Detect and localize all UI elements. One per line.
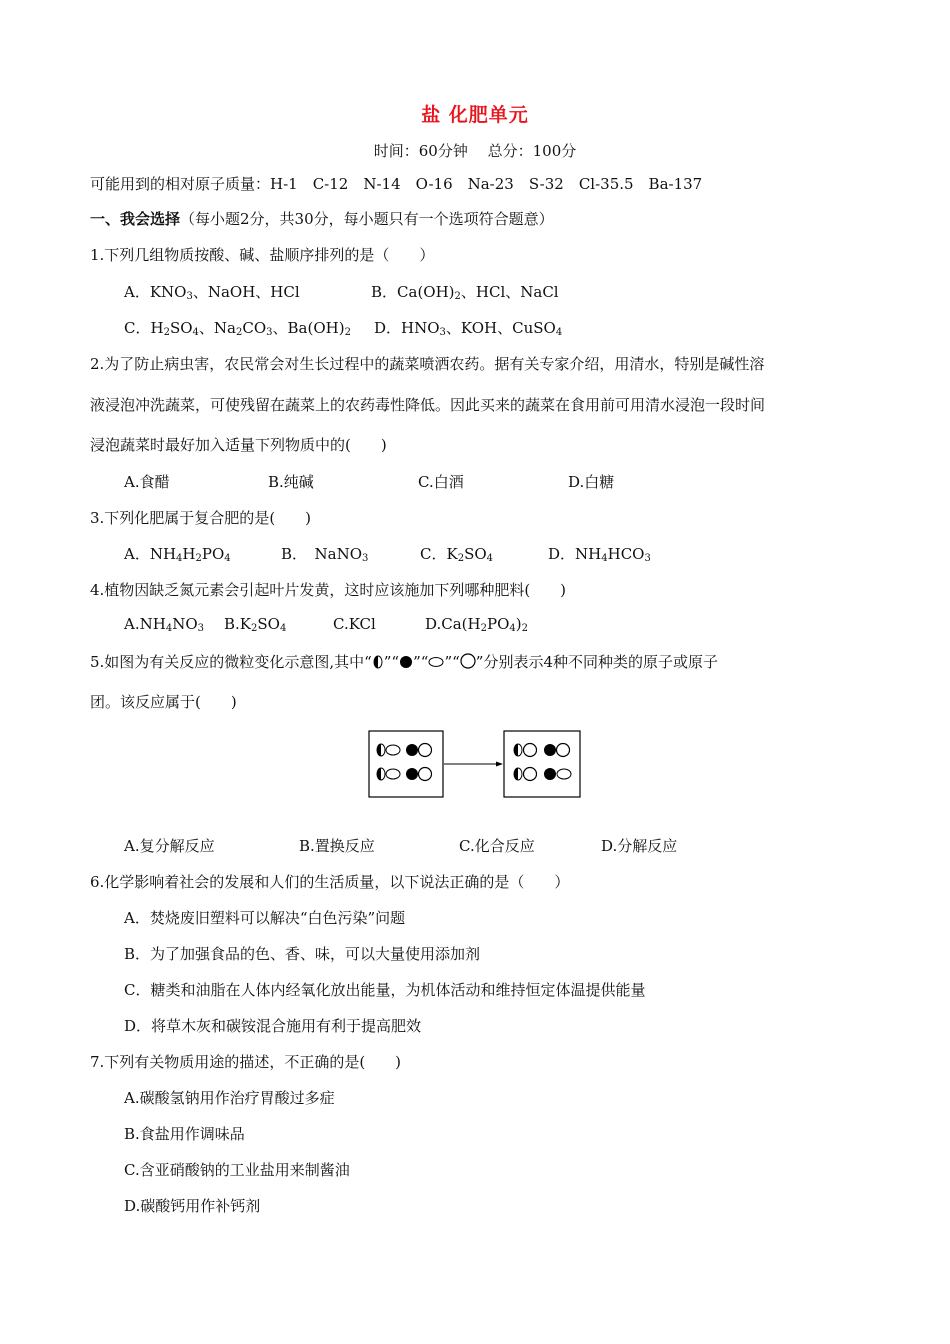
q2-option-d: D.白糖 xyxy=(568,473,615,491)
q5-option-c: C.化合反应 xyxy=(459,837,535,855)
q7-option-c: C.含亚硝酸钠的工业盐用来制酱油 xyxy=(124,1161,350,1179)
q5-option-a: A.复分解反应 xyxy=(124,837,215,855)
q4-option-b: $B.K_2SO_4$ xyxy=(224,615,287,634)
q7-option-d: D.碳酸钙用作补钙剂 xyxy=(124,1197,261,1215)
q7-option-b: B.食盐用作调味品 xyxy=(124,1125,245,1143)
question-6-stem: 6.化学影响着社会的发展和人们的生活质量，以下说法正确的是（ ） xyxy=(90,873,570,891)
atomic-masses: 可能用到的相对原子质量：H-1 C-12 N-14 O-16 Na-23 S-32 Cl-35.5 Ba-137 xyxy=(90,175,703,193)
arrow-icon xyxy=(496,762,503,767)
question-7-stem: 7.下列有关物质用途的描述，不正确的是( ) xyxy=(90,1053,402,1071)
q6-option-d: D．将草木灰和碳铵混合施用有利于提高肥效 xyxy=(124,1017,422,1035)
q3-option-d: D．$NH_4HCO_3$ xyxy=(548,545,651,564)
question-1-stem: 1.下列几组物质按酸、碱、盐顺序排列的是（ ） xyxy=(90,246,435,264)
section-note: （每小题2分，共30分，每小题只有一个选项符合题意） xyxy=(180,210,554,228)
section-heading xyxy=(90,208,554,229)
q1-option-c: C．$H_2SO_4$、$Na_2CO_3$、$Ba(OH)_2$ xyxy=(124,319,351,338)
q6-option-c: C．糖类和油脂在人体内经氧化放出能量，为机体活动和维持恒定体温提供能量 xyxy=(124,981,646,999)
reactant-molecule xyxy=(377,768,400,780)
question-2-line-2: 液浸泡冲洗蔬菜，可使残留在蔬菜上的农药毒性降低。因此买来的蔬菜在食用前可用清水浸泡一段时间 xyxy=(90,396,766,414)
exam-time-info: 时间：60分钟 总分：100分 xyxy=(373,142,577,160)
question-5-line-2: 团。该反应属于( ) xyxy=(90,693,237,711)
q2-option-c: C.白酒 xyxy=(418,473,464,491)
small-white-oval-icon xyxy=(428,655,444,669)
q1-option-d: D．$HNO_3$、KOH、CuSO$_4$ xyxy=(374,319,563,338)
q2-option-a: A.食醋 xyxy=(124,473,170,491)
white-circle-icon xyxy=(460,653,476,669)
reaction-diagram xyxy=(368,730,584,800)
section-title: 一、我会选择 xyxy=(90,210,181,228)
half-black-oval-icon xyxy=(372,655,384,669)
q1-option-a: A．$KNO_3$、NaOH、HCl xyxy=(124,283,300,302)
question-4-stem: 4.植物因缺乏氮元素会引起叶片发黄，这时应该施加下列哪种肥料( ) xyxy=(90,581,567,599)
q3-option-c: C．$K_2SO_4$ xyxy=(420,545,494,564)
question-2-line-3: 浸泡蔬菜时最好加入适量下列物质中的( ) xyxy=(90,436,387,454)
question-3-stem: 3.下列化肥属于复合肥的是( ) xyxy=(90,509,312,527)
black-circle-icon xyxy=(399,655,413,669)
reactant-molecule xyxy=(377,744,400,756)
question-5-line-1: 5.如图为有关反应的微粒变化示意图,其中“ ”“ ”“ ”“ ”分别表示4种不同种类的原子或原子 xyxy=(90,653,718,671)
product-box xyxy=(504,731,580,797)
product-molecule xyxy=(514,768,537,781)
q3-option-b: B． NaNO$_3$ xyxy=(281,545,369,564)
q2-option-b: B.纯碱 xyxy=(268,473,314,491)
q4-option-d: $D.Ca(H_2PO_4)_2$ xyxy=(425,615,528,634)
q3-option-a: A．$NH_4H_2PO_4$ xyxy=(124,545,231,564)
product-molecule xyxy=(514,744,537,757)
reactant-box xyxy=(369,731,443,797)
q5-option-d: D.分解反应 xyxy=(601,837,678,855)
page-title: 盐 化肥单元 xyxy=(421,104,529,126)
q5-option-b: B.置换反应 xyxy=(299,837,375,855)
q4-option-a: $A.NH_4NO_3$ xyxy=(124,615,204,634)
q6-option-a: A．焚烧废旧塑料可以解决“白色污染”问题 xyxy=(124,909,406,927)
q7-option-a: A.碳酸氢钠用作治疗胃酸过多症 xyxy=(124,1089,335,1107)
q4-option-c: C.KCl xyxy=(333,615,376,633)
question-2-line-1: 2.为了防止病虫害，农民常会对生长过程中的蔬菜喷洒农药。据有关专家介绍，用清水，特别是碱性溶 xyxy=(90,355,765,373)
q6-option-b: B．为了加强食品的色、香、味，可以大量使用添加剂 xyxy=(124,945,481,963)
q1-option-b: B．$Ca(OH)_2$、HCl、NaCl xyxy=(371,283,559,302)
